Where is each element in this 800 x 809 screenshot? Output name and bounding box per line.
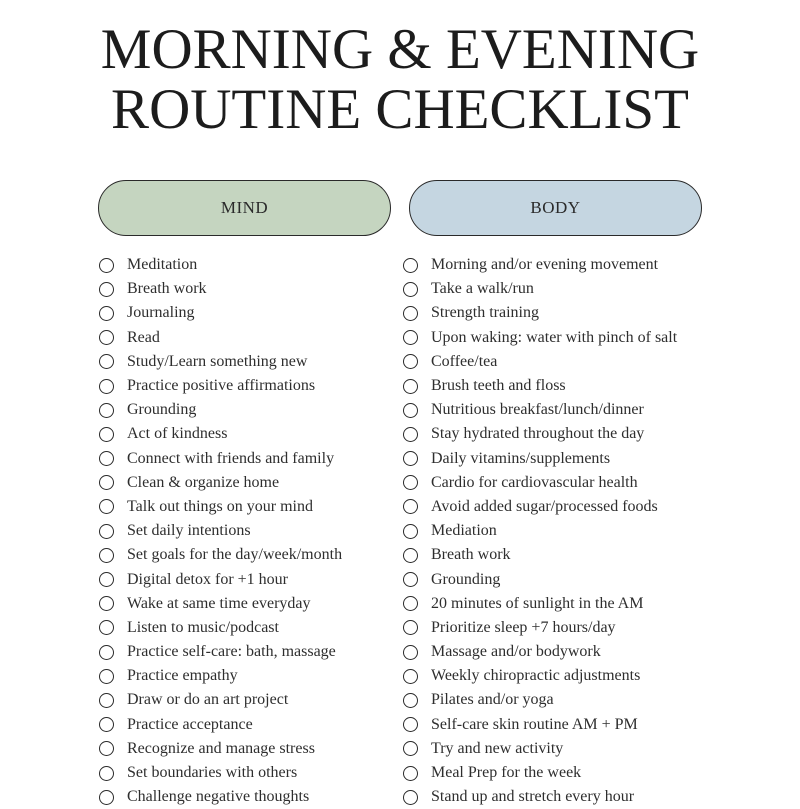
body-checklist-item[interactable] xyxy=(402,592,732,616)
mind-item-label: Practice acceptance xyxy=(127,715,253,733)
mind-checklist-item[interactable] xyxy=(98,495,398,519)
body-item-label: Self-care skin routine AM + PM xyxy=(431,715,638,733)
mind-item-label: Connect with friends and family xyxy=(127,449,335,467)
checkbox-circle-icon[interactable] xyxy=(99,451,114,466)
mind-checklist-item[interactable] xyxy=(98,761,398,785)
mind-item-label: Practice self-care: bath, massage xyxy=(127,643,336,661)
mind-item-label: Study/Learn something new xyxy=(127,352,308,370)
body-item-label: Try and new activity xyxy=(431,739,564,757)
checkbox-circle-icon[interactable] xyxy=(99,669,114,684)
mind-checklist-item[interactable] xyxy=(98,350,398,374)
mind-checklist-item[interactable] xyxy=(98,253,398,277)
mind-item-label: Journaling xyxy=(127,304,195,322)
mind-item-label: Meditation xyxy=(127,256,198,274)
body-item-label: Pilates and/or yoga xyxy=(431,691,554,709)
body-item-label: Avoid added sugar/processed foods xyxy=(431,497,658,515)
checkbox-circle-icon[interactable] xyxy=(403,258,418,273)
checkbox-circle-icon[interactable] xyxy=(99,282,114,297)
checkbox-circle-icon[interactable] xyxy=(403,306,418,321)
body-item-label: Strength training xyxy=(431,304,539,322)
body-checklist-item[interactable] xyxy=(402,447,732,471)
body-checklist-item[interactable] xyxy=(402,471,732,495)
checkbox-circle-icon[interactable] xyxy=(403,475,418,490)
body-checklist-item[interactable] xyxy=(402,567,732,591)
checkbox-circle-icon[interactable] xyxy=(99,790,114,805)
body-item-label: Stay hydrated throughout the day xyxy=(431,425,645,443)
checkbox-circle-icon[interactable] xyxy=(99,693,114,708)
mind-item-label: Listen to music/podcast xyxy=(127,618,279,636)
title-line-1: MORNING & EVENING xyxy=(100,18,700,81)
mind-item-label: Read xyxy=(127,328,160,346)
checkbox-circle-icon[interactable] xyxy=(403,379,418,394)
mind-checklist-item[interactable] xyxy=(98,447,398,471)
body-item-label: Massage and/or bodywork xyxy=(431,643,601,661)
mind-checklist-item[interactable] xyxy=(98,592,398,616)
body-header-pill xyxy=(409,180,702,236)
checkbox-circle-icon[interactable] xyxy=(99,620,114,635)
mind-item-label: Act of kindness xyxy=(127,425,228,443)
mind-item-label: Set boundaries with others xyxy=(127,764,298,782)
body-item-label: Stand up and stretch every hour xyxy=(431,788,635,806)
mind-checklist-item[interactable] xyxy=(98,640,398,664)
checkbox-circle-icon[interactable] xyxy=(99,741,114,756)
mind-checklist-item[interactable] xyxy=(98,616,398,640)
checkbox-circle-icon[interactable] xyxy=(99,499,114,514)
body-item-label: Nutritious breakfast/lunch/dinner xyxy=(431,401,644,419)
body-item-label: Weekly chiropractic adjustments xyxy=(431,667,641,685)
body-checklist-item[interactable] xyxy=(402,519,732,543)
checkbox-circle-icon[interactable] xyxy=(99,766,114,781)
checkbox-circle-icon[interactable] xyxy=(403,282,418,297)
body-checklist-item[interactable] xyxy=(402,374,732,398)
body-checklist-item[interactable] xyxy=(402,640,732,664)
mind-checklist-item[interactable] xyxy=(98,664,398,688)
title-line-2: ROUTINE CHECKLIST xyxy=(111,78,689,141)
checkbox-circle-icon[interactable] xyxy=(403,330,418,345)
body-item-label: Breath work xyxy=(431,546,511,564)
body-checklist-item[interactable] xyxy=(402,326,732,350)
mind-checklist-item[interactable] xyxy=(98,688,398,712)
body-item-label: Meal Prep for the week xyxy=(431,764,582,782)
mind-checklist-item[interactable] xyxy=(98,422,398,446)
body-header-label: BODY xyxy=(530,198,581,217)
mind-item-label: Practice positive affirmations xyxy=(127,377,316,395)
checkbox-circle-icon[interactable] xyxy=(403,645,418,660)
checkbox-circle-icon[interactable] xyxy=(403,669,418,684)
checkbox-circle-icon[interactable] xyxy=(403,620,418,635)
checkbox-circle-icon[interactable] xyxy=(403,741,418,756)
body-checklist-item[interactable] xyxy=(402,301,732,325)
body-checklist-item[interactable] xyxy=(402,664,732,688)
mind-item-label: Breath work xyxy=(127,280,207,298)
body-item-label: Grounding xyxy=(431,570,501,588)
body-item-label: Upon waking: water with pinch of salt xyxy=(431,328,678,346)
mind-checklist xyxy=(98,253,398,809)
mind-item-label: Digital detox for +1 hour xyxy=(127,570,288,588)
checkbox-circle-icon[interactable] xyxy=(99,645,114,660)
body-item-label: 20 minutes of sunlight in the AM xyxy=(431,594,644,612)
mind-item-label: Clean & organize home xyxy=(127,473,280,491)
checkbox-circle-icon[interactable] xyxy=(403,596,418,611)
mind-checklist-item[interactable] xyxy=(98,737,398,761)
mind-header-pill xyxy=(98,180,391,236)
checkbox-circle-icon[interactable] xyxy=(99,427,114,442)
mind-checklist-item[interactable] xyxy=(98,543,398,567)
checkbox-circle-icon[interactable] xyxy=(99,258,114,273)
checkbox-circle-icon[interactable] xyxy=(99,596,114,611)
checkbox-circle-icon[interactable] xyxy=(403,717,418,732)
mind-checklist-item[interactable] xyxy=(98,374,398,398)
body-checklist-item[interactable] xyxy=(402,761,732,785)
checkbox-circle-icon[interactable] xyxy=(403,354,418,369)
checkbox-circle-icon[interactable] xyxy=(403,403,418,418)
body-checklist xyxy=(402,253,732,809)
mind-item-label: Challenge negative thoughts xyxy=(127,788,310,806)
checkbox-circle-icon[interactable] xyxy=(403,548,418,563)
checkbox-circle-icon[interactable] xyxy=(403,499,418,514)
body-item-label: Prioritize sleep +7 hours/day xyxy=(431,618,616,636)
mind-checklist-item[interactable] xyxy=(98,398,398,422)
checkbox-circle-icon[interactable] xyxy=(99,379,114,394)
body-checklist-item[interactable] xyxy=(402,713,732,737)
mind-checklist-item[interactable] xyxy=(98,326,398,350)
body-item-label: Morning and/or evening movement xyxy=(431,256,659,274)
checkbox-circle-icon[interactable] xyxy=(99,572,114,587)
body-checklist-item[interactable] xyxy=(402,688,732,712)
checkbox-circle-icon[interactable] xyxy=(99,717,114,732)
mind-item-label: Practice empathy xyxy=(127,667,238,685)
body-checklist-item[interactable] xyxy=(402,616,732,640)
body-checklist-item[interactable] xyxy=(402,422,732,446)
body-checklist-item[interactable] xyxy=(402,495,732,519)
mind-item-label: Set daily intentions xyxy=(127,522,251,540)
checkbox-circle-icon[interactable] xyxy=(99,354,114,369)
checkbox-circle-icon[interactable] xyxy=(403,693,418,708)
checkbox-circle-icon[interactable] xyxy=(99,330,114,345)
body-checklist-item[interactable] xyxy=(402,253,732,277)
body-item-label: Daily vitamins/supplements xyxy=(431,449,611,467)
mind-checklist-item[interactable] xyxy=(98,471,398,495)
body-checklist-item[interactable] xyxy=(402,350,732,374)
checkbox-circle-icon[interactable] xyxy=(99,475,114,490)
checkbox-circle-icon[interactable] xyxy=(403,766,418,781)
body-checklist-item[interactable] xyxy=(402,398,732,422)
body-item-label: Take a walk/run xyxy=(431,280,534,298)
body-checklist-item[interactable] xyxy=(402,785,732,809)
mind-checklist-item[interactable] xyxy=(98,567,398,591)
checkbox-circle-icon[interactable] xyxy=(99,403,114,418)
mind-header-label: MIND xyxy=(220,198,269,217)
checkbox-circle-icon[interactable] xyxy=(99,524,114,539)
mind-item-label: Recognize and manage stress xyxy=(127,739,315,757)
mind-item-label: Wake at same time everyday xyxy=(127,594,311,612)
mind-checklist-item[interactable] xyxy=(98,519,398,543)
checkbox-circle-icon[interactable] xyxy=(403,790,418,805)
mind-checklist-item[interactable] xyxy=(98,301,398,325)
checkbox-circle-icon[interactable] xyxy=(403,451,418,466)
checkbox-circle-icon[interactable] xyxy=(403,524,418,539)
checkbox-circle-icon[interactable] xyxy=(403,427,418,442)
mind-checklist-item[interactable] xyxy=(98,713,398,737)
body-item-label: Mediation xyxy=(431,522,497,540)
mind-checklist-item[interactable] xyxy=(98,277,398,301)
mind-item-label: Grounding xyxy=(127,401,197,419)
body-item-label: Brush teeth and floss xyxy=(431,377,566,395)
checkbox-circle-icon[interactable] xyxy=(403,572,418,587)
mind-checklist-item[interactable] xyxy=(98,785,398,809)
body-item-label: Coffee/tea xyxy=(431,352,498,370)
body-checklist-item[interactable] xyxy=(402,543,732,567)
body-item-label: Cardio for cardiovascular health xyxy=(431,473,638,491)
mind-item-label: Draw or do an art project xyxy=(127,691,289,709)
mind-item-label: Talk out things on your mind xyxy=(127,497,313,515)
mind-item-label: Set goals for the day/week/month xyxy=(127,546,343,564)
checkbox-circle-icon[interactable] xyxy=(99,306,114,321)
body-checklist-item[interactable] xyxy=(402,737,732,761)
checkbox-circle-icon[interactable] xyxy=(99,548,114,563)
body-checklist-item[interactable] xyxy=(402,277,732,301)
